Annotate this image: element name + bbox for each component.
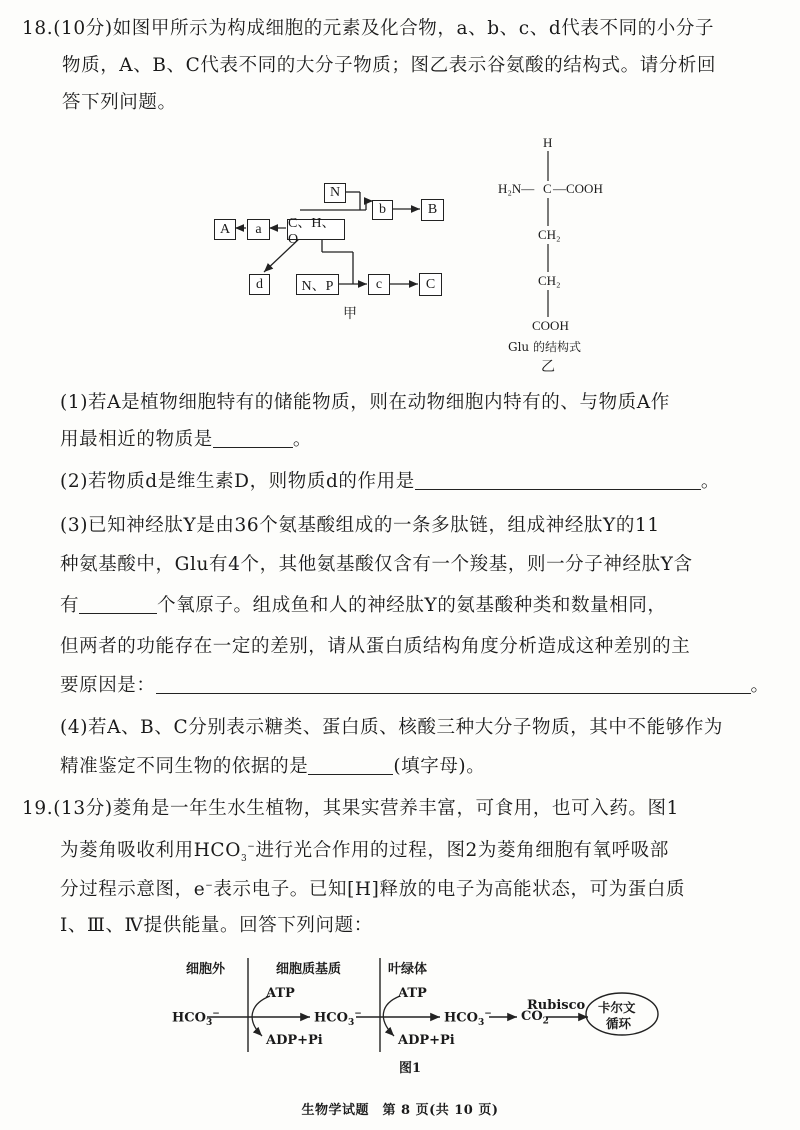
fig1-hco3-1: $HCO_3^-$ <box>172 1009 220 1028</box>
glu-H2N: H₂N— <box>498 181 535 196</box>
glu-CH2-2: CH₂ <box>538 273 561 288</box>
q18-line-3: 答下列问题。 <box>62 92 177 113</box>
fig1-rubisco: Rubisco <box>527 998 586 1013</box>
box-b: b <box>372 200 393 220</box>
q18-p3-line-1: (3)已知神经肽Y是由36个氨基酸组成的一条多肽链，组成神经肽Y的11 <box>60 515 660 536</box>
glu-H: H <box>543 135 553 150</box>
q18-p4-line-1: (4)若A、B、C分别表示糖类、蛋白质、核酸三种大分子物质，其中不能够作为 <box>60 717 724 738</box>
answer-blank-4[interactable] <box>156 671 751 694</box>
fig1-calvin-l1: 卡尔文 <box>598 1000 636 1015</box>
glu-COOH-top: —COOH <box>553 181 603 196</box>
box-B: B <box>421 199 444 221</box>
fig1-region-outside: 细胞外 <box>186 962 226 977</box>
answer-blank-5[interactable] <box>308 752 393 775</box>
q18-p1-line-1: (1)若A是植物细胞特有的储能物质，则在动物细胞内特有的、与物质A作 <box>60 392 670 413</box>
fig1-adp-2: ADP+Pi <box>398 1033 455 1048</box>
glu-C: C <box>543 181 552 196</box>
page-footer: 生物学试题 第 8 页(共 10 页) <box>301 1103 499 1118</box>
arrow-atp-2 <box>383 996 400 1036</box>
q18-p4-line-2: 精准鉴定不同生物的依据的是 (填字母)。 <box>60 748 778 785</box>
fig1-atp-1: ATP <box>266 986 295 1001</box>
glu-title: Glu 的结构式 <box>508 340 581 354</box>
box-A: A <box>214 219 236 240</box>
fig1-hco3-2: $HCO_3^-$ <box>314 1009 362 1028</box>
arrow-atp-1 <box>252 996 270 1036</box>
fig1-atp-2: ATP <box>398 986 427 1001</box>
answer-blank-1[interactable] <box>213 425 293 448</box>
q18-line-2: 物质，A、B、C代表不同的大分子物质；图乙表示谷氨酸的结构式。请分析回 <box>62 55 717 76</box>
q18-p2: (2)若物质d是维生素D，则物质d的作用是 。 <box>60 463 778 500</box>
box-a: a <box>247 219 270 240</box>
fig1-hco3-3: $HCO_3^-$ <box>444 1009 492 1028</box>
box-NP: N、P <box>296 274 339 295</box>
glu-CH2-1: CH₂ <box>538 227 561 242</box>
fig1-co2: $CO_2$ <box>521 1009 549 1027</box>
glu-COOH-bottom: COOH <box>532 318 569 333</box>
q19-line-3: 分过程示意图，e−表示电子。已知[H]释放的电子为高能状态，可为蛋白质 <box>60 879 686 901</box>
fig1-region-chloroplast: 叶绿体 <box>388 962 428 977</box>
box-d: d <box>249 274 270 295</box>
fig1-calvin-l2: 循环 <box>606 1016 632 1031</box>
answer-blank-3[interactable] <box>79 591 157 614</box>
q19-line-4: Ⅰ、Ⅲ、Ⅳ提供能量。回答下列问题： <box>60 915 373 936</box>
q18-p3-line-4: 但两者的功能存在一定的差别，请从蛋白质结构角度分析造成这种差别的主 <box>60 636 691 657</box>
q19-line-2: 为菱角吸收利用$HCO_3^-$进行光合作用的过程，图2为菱角细胞有氧呼吸部 <box>60 840 669 864</box>
q18-p3-line-2: 种氨基酸中，Glu有4个，其他氨基酸仅含有一个羧基，则一分子神经肽Y含 <box>60 554 693 575</box>
q18-line-1: 18.(10分)如图甲所示为构成细胞的元素及化合物，a、b、c、d代表不同的小分子 <box>22 18 715 39</box>
box-N: N <box>324 183 346 203</box>
box-C: C <box>419 273 442 296</box>
q19-line-1: 19.(13分)菱角是一年生水生植物，其果实营养丰富，可食用，也可入药。图1 <box>22 798 679 819</box>
q18-p3-line-5: 要原因是： 。 <box>60 667 778 704</box>
box-c: c <box>368 274 390 295</box>
box-CHO: C、H、O <box>287 219 345 240</box>
caption-yi: 乙 <box>541 360 555 375</box>
q18-p3-line-3: 有 个氧原子。组成鱼和人的神经肽Y的氨基酸种类和数量相同， <box>60 587 778 624</box>
q18-p1-line-2: 用最相近的物质是 。 <box>60 421 778 458</box>
fig1-caption: 图1 <box>399 1061 422 1076</box>
fig1-region-cytoplasm: 细胞质基质 <box>276 962 342 977</box>
caption-jia: 甲 <box>343 307 357 322</box>
fig1-adp-1: ADP+Pi <box>266 1033 323 1048</box>
answer-blank-2[interactable] <box>415 467 701 490</box>
